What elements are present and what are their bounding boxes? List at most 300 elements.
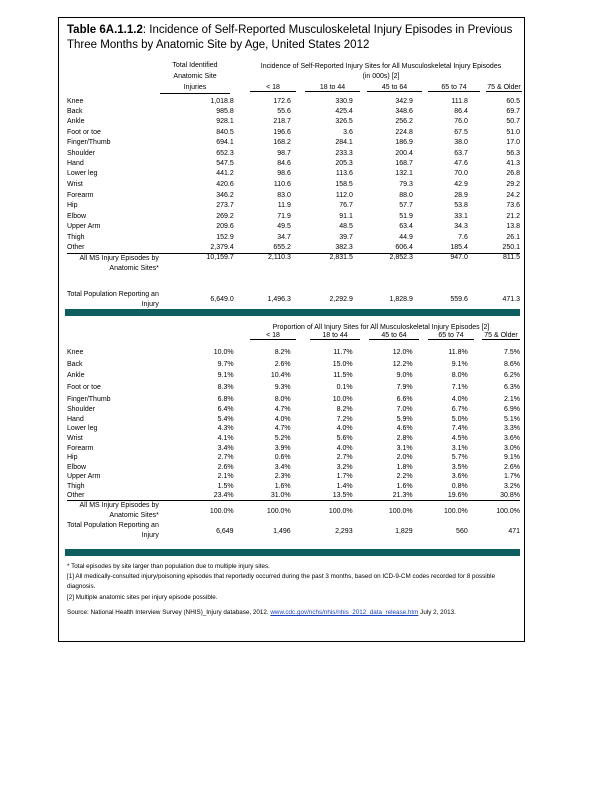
table-cell: 30.8%	[500, 492, 520, 500]
row-label: Knee	[67, 349, 84, 357]
all-episodes-row	[67, 253, 520, 274]
table-row	[67, 434, 520, 444]
group-header-1: Incidence of Self-Reported Injury Sites for All Musculoskeletal Injury Episodes	[260, 63, 502, 70]
table-cell: 7.1%	[451, 384, 468, 392]
row-label: Shoulder	[67, 406, 96, 414]
table-cell: 12.0%	[392, 349, 413, 357]
row-label: Shoulder	[67, 149, 96, 157]
table-cell: 2.7%	[217, 454, 234, 462]
table-cell: 2.1%	[504, 395, 520, 403]
table-cell: 559.6	[450, 296, 468, 304]
table-cell: 652.3	[216, 149, 234, 157]
table-cell: 250.1	[502, 244, 520, 252]
table-cell: 7.9%	[396, 384, 413, 392]
table-cell: 38.0	[454, 139, 468, 147]
row-label: Foot or toe	[67, 128, 101, 136]
table-cell: 6.3%	[504, 384, 520, 392]
table-cell: 69.7	[506, 108, 520, 116]
table-cell: 10,159.7	[165, 253, 234, 274]
table-cell: 1.4%	[336, 483, 353, 491]
table-cell: 100.0%	[291, 501, 353, 522]
row-label: Hip	[67, 454, 78, 462]
table-cell: 342.9	[395, 97, 413, 105]
row-label: Hand	[67, 160, 84, 168]
table-row	[67, 443, 520, 453]
table-row	[67, 491, 520, 501]
table-cell: 218.7	[273, 118, 291, 126]
group-header-2: (in 000s) [2]	[362, 73, 400, 80]
row-label: Other	[67, 244, 85, 252]
row-label: Lower leg	[67, 425, 98, 433]
table-cell: 11.7%	[333, 349, 353, 357]
table-row	[67, 211, 520, 221]
row-label: Finger/Thumb	[67, 139, 111, 147]
row-label: Back	[67, 360, 83, 368]
table-cell: 420.6	[216, 180, 234, 188]
title-text: : Incidence of Self-Reported Musculoskeletal Injury Episodes in Previous Three Months by Anatomic Site by Age, United States 2012	[67, 24, 513, 51]
table-cell: 132.1	[395, 170, 413, 178]
table-cell: 111.8	[451, 97, 468, 105]
table-cell: 152.9	[216, 233, 234, 241]
table-cell: 100.0%	[413, 501, 468, 522]
table-cell: 441.2	[216, 170, 234, 178]
table-cell: 0.1%	[336, 384, 353, 392]
row-label: Total Population Reporting an Injury	[67, 522, 159, 540]
table-cell: 112.0	[335, 191, 353, 199]
total-header-1: Total Identified	[172, 62, 218, 69]
row-label: Ankle	[67, 118, 85, 126]
table-cell: 1,496	[273, 527, 291, 535]
table-cell: 655.2	[273, 244, 291, 252]
table-cell: 9.0%	[396, 372, 413, 380]
table-cell: 928.1	[216, 118, 234, 126]
table-cell: 100.0%	[165, 501, 234, 522]
table-cell: 6.4%	[217, 406, 234, 414]
table-cell: 2.1%	[217, 473, 234, 481]
table-row	[67, 117, 520, 127]
table1-header	[160, 60, 520, 96]
table-cell: 2.7%	[336, 454, 353, 462]
table-cell: 49.5	[277, 223, 291, 231]
table-row	[67, 415, 520, 425]
row-label: Forearm	[67, 191, 94, 199]
table-cell: 13.8	[506, 223, 520, 231]
row-label: Lower leg	[67, 170, 98, 178]
table-cell: 2.3%	[274, 473, 291, 481]
table-cell: 547.5	[216, 160, 234, 168]
table-cell: 28.9	[454, 191, 468, 199]
table-cell: 3.6%	[504, 435, 520, 443]
table-cell: 4.7%	[274, 425, 291, 433]
table-cell: 840.5	[216, 128, 234, 136]
table-cell: 5.1%	[504, 415, 520, 423]
table-cell: 196.6	[273, 128, 291, 136]
table-cell: 4.5%	[451, 435, 468, 443]
table-cell: 0.8%	[451, 483, 468, 491]
table-cell: 83.0	[277, 191, 291, 199]
table-row	[67, 127, 520, 137]
table-cell: 2.6%	[274, 360, 291, 368]
table-cell: 348.6	[395, 108, 413, 116]
table-cell: 3.4%	[217, 444, 234, 452]
table-cell: 9.1%	[504, 454, 520, 462]
table-cell: 55.6	[277, 108, 291, 116]
table-cell: 3.0%	[504, 444, 520, 452]
table-cell: 19.6%	[447, 492, 468, 500]
table-cell: 9.3%	[274, 384, 291, 392]
table-cell: 11.8%	[448, 349, 468, 357]
table-cell: 1.5%	[217, 483, 234, 491]
table-cell: 2,292.9	[329, 296, 353, 304]
age-header: 75 & Older	[482, 332, 520, 340]
section-divider	[65, 549, 520, 556]
table-row	[67, 190, 520, 201]
table-cell: 2,293	[335, 527, 353, 535]
table-cell: 158.5	[335, 180, 353, 188]
table-cell: 7.5%	[504, 349, 520, 357]
table-cell: 1.7%	[504, 473, 520, 481]
table-cell: 4.0%	[274, 415, 291, 423]
table-cell: 4.0%	[336, 425, 353, 433]
table-cell: 560	[456, 527, 468, 535]
row-label: Total Population Reporting an Injury	[67, 290, 159, 308]
page-title	[67, 23, 519, 53]
table-cell: 70.0	[454, 170, 468, 178]
table-cell: 6.7%	[451, 406, 468, 414]
table-cell: 73.6	[506, 202, 520, 210]
table2-group-header: Proportion of All Injury Sites for All Musculoskeletal Injury Episodes [2]	[272, 324, 490, 331]
table-cell: 694.1	[216, 139, 234, 147]
table-cell: 6.6%	[396, 395, 413, 403]
age-header: 65 to 74	[428, 84, 480, 92]
table-cell: 100.0%	[468, 501, 520, 522]
table-cell: 273.7	[216, 202, 234, 210]
table-cell: 9.1%	[451, 360, 468, 368]
row-label: Elbow	[67, 463, 87, 471]
row-label: Hand	[67, 415, 84, 423]
table-cell: 209.6	[216, 223, 234, 231]
table-cell: 86.4	[454, 108, 468, 116]
source-suffix: July 2, 2013.	[418, 608, 456, 616]
table-row	[67, 370, 520, 382]
table-row	[67, 424, 520, 434]
table-cell: 13.5%	[332, 492, 353, 500]
source-note	[67, 608, 519, 618]
table-cell: 29.2	[506, 180, 520, 188]
table-cell: 471.3	[502, 296, 520, 304]
table-cell: 5.6%	[336, 435, 353, 443]
age-header: 75 & Older	[487, 84, 521, 91]
table-cell: 186.9	[395, 139, 413, 147]
row-label: All MS Injury Episodes by Anatomic Sites*	[67, 501, 165, 522]
table-cell: 63.7	[454, 149, 468, 157]
table-cell: 24.2	[506, 191, 520, 199]
row-label: Upper Arm	[67, 223, 101, 231]
table-cell: 200.4	[395, 149, 413, 157]
table-cell: 15.0%	[332, 360, 353, 368]
age-header: 45 to 64	[369, 332, 419, 340]
table-cell: 3.1%	[396, 444, 413, 452]
table-cell: 50.7	[506, 118, 520, 126]
table-row	[67, 158, 520, 168]
table-row	[67, 138, 520, 148]
table-row	[67, 482, 520, 492]
row-label: Elbow	[67, 212, 87, 220]
table-row	[67, 148, 520, 158]
table-cell: 6,649.0	[210, 296, 234, 304]
table-cell: 2,831.5	[291, 253, 353, 274]
table-cell: 4.0%	[336, 444, 353, 452]
table-cell: 10.0%	[213, 349, 234, 357]
table-cell: 4.3%	[217, 425, 234, 433]
table-cell: 10.0%	[332, 395, 353, 403]
table-cell: 168.2	[273, 139, 291, 147]
table-cell: 3.9%	[274, 444, 291, 452]
table-cell: 39.7	[339, 233, 353, 241]
table-cell: 5.9%	[396, 415, 413, 423]
table-cell: 2.2%	[396, 473, 413, 481]
footnote: [1] All medically-consulted injury/poisoning episodes that reportedly occurred during the past 3 months, based on ICD-9-CM codes recorded for 8 possible diagnosis.	[67, 573, 496, 591]
table2-body	[67, 347, 520, 541]
table-cell: 7.4%	[451, 425, 468, 433]
table-cell: 1.6%	[396, 483, 413, 491]
row-label: Wrist	[67, 435, 83, 443]
table-cell: 205.3	[335, 160, 353, 168]
table-cell: 8.2%	[274, 349, 291, 357]
table-cell: 26.1	[506, 233, 520, 241]
table-cell: 326.5	[335, 118, 353, 126]
table-cell: 382.3	[335, 244, 353, 252]
table-cell: 3.1%	[451, 444, 468, 452]
table-cell: 1.7%	[336, 473, 353, 481]
table-cell: 2.8%	[396, 435, 413, 443]
table-cell: 67.5	[454, 128, 468, 136]
table-cell: 5.7%	[451, 454, 468, 462]
table-cell: 269.2	[216, 212, 234, 220]
table-cell: 6.8%	[217, 395, 234, 403]
table-row	[67, 232, 520, 242]
age-header: < 18	[250, 332, 296, 340]
table-cell: 2,110.3	[234, 253, 291, 274]
table-cell: 2.6%	[217, 463, 234, 471]
table-cell: 2,379.4	[210, 244, 234, 252]
table-row	[67, 453, 520, 463]
table-cell: 3.2%	[504, 483, 520, 491]
age-header: 18 to 44	[310, 332, 360, 340]
table-cell: 1.6%	[274, 483, 291, 491]
table1-grid	[67, 96, 520, 310]
table-cell: 0.6%	[274, 454, 291, 462]
table-row	[67, 347, 520, 359]
total-population-row	[67, 521, 520, 541]
table-cell: 425.4	[335, 108, 353, 116]
row-label: Forearm	[67, 444, 94, 452]
table-cell: 3.6%	[451, 473, 468, 481]
row-label: Thigh	[67, 233, 85, 241]
table-cell: 330.9	[335, 97, 353, 105]
table-cell: 7.2%	[336, 415, 353, 423]
table-cell: 34.3	[454, 223, 468, 231]
row-label: Upper Arm	[67, 473, 101, 481]
table-row	[67, 96, 520, 106]
table-cell: 168.7	[395, 160, 413, 168]
table2-grid	[67, 347, 520, 541]
table-cell: 947.0	[413, 253, 468, 274]
table-cell: 5.4%	[217, 415, 234, 423]
table-cell: 1.8%	[396, 463, 413, 471]
table-row	[67, 179, 520, 189]
age-header: 45 to 64	[367, 84, 422, 92]
table-cell: 9.7%	[217, 360, 234, 368]
table-cell: 51.9	[399, 212, 413, 220]
table-cell: 47.6	[454, 160, 468, 168]
table-cell: 21.3%	[392, 492, 413, 500]
table-cell: 8.0%	[274, 395, 291, 403]
table-cell: 34.7	[277, 233, 291, 241]
table-cell: 8.0%	[451, 372, 468, 380]
footnote: [2] Multiple anatomic sites per injury episode possible.	[67, 593, 218, 601]
table-row	[67, 359, 520, 371]
table1-body	[67, 96, 520, 310]
table-cell: 8.2%	[336, 406, 353, 414]
table-number: Table 6A.1.1.2	[67, 24, 143, 36]
table-cell: 1,018.8	[210, 97, 234, 105]
age-header: < 18	[250, 84, 296, 92]
table-cell: 84.6	[277, 160, 291, 168]
table-cell: 6.2%	[504, 372, 520, 380]
table-cell: 63.4	[399, 223, 413, 231]
table-row	[67, 242, 520, 253]
table-cell: 33.1	[454, 212, 468, 220]
table-row	[67, 382, 520, 394]
all-episodes-row	[67, 501, 520, 522]
total-header-2: Anatomic Site	[173, 73, 217, 80]
table-cell: 811.5	[468, 253, 520, 274]
table-cell: 284.1	[335, 139, 353, 147]
age-header: 65 to 74	[428, 332, 474, 340]
table-cell: 12.2%	[392, 360, 413, 368]
row-label: Knee	[67, 97, 84, 105]
table-cell: 1,496.3	[267, 296, 291, 304]
table-cell: 21.2	[506, 212, 520, 220]
row-label: Other	[67, 492, 85, 500]
table-cell: 41.3	[506, 160, 520, 168]
section-divider	[65, 309, 520, 316]
total-header-3: Injuries	[160, 82, 230, 94]
table-cell: 5.0%	[451, 415, 468, 423]
total-population-row	[67, 290, 520, 310]
table-cell: 985.8	[216, 108, 234, 116]
table-cell: 3.2%	[336, 463, 353, 471]
table-cell: 224.8	[395, 128, 413, 136]
table-row	[67, 393, 520, 405]
source-prefix: Source: National Health Interview Survey (NHIS)_Injury database, 2012.	[67, 608, 271, 616]
table-cell: 51.0	[506, 128, 520, 136]
table-cell: 100.0%	[353, 501, 413, 522]
table-cell: 471	[508, 527, 520, 535]
table-cell: 79.3	[399, 180, 413, 188]
table-cell: 4.0%	[451, 395, 468, 403]
row-label: Ankle	[67, 372, 85, 380]
table-cell: 31.0%	[270, 492, 291, 500]
table-row	[67, 106, 520, 116]
table-cell: 3.4%	[274, 463, 291, 471]
table-cell: 6,649	[216, 527, 234, 535]
table-cell: 2.6%	[504, 463, 520, 471]
table-cell: 4.1%	[217, 435, 234, 443]
table-cell: 172.6	[273, 97, 291, 105]
footnotes	[67, 562, 519, 618]
table-cell: 100.0%	[234, 501, 291, 522]
table-cell: 1,829	[395, 527, 413, 535]
table-cell: 3.3%	[504, 425, 520, 433]
table-cell: 2,852.3	[353, 253, 413, 274]
table-cell: 88.0	[399, 191, 413, 199]
table-cell: 5.2%	[274, 435, 291, 443]
table-cell: 3.6	[343, 128, 353, 136]
table-cell: 4.7%	[274, 406, 291, 414]
table-cell: 8.3%	[217, 384, 234, 392]
table-cell: 7.0%	[396, 406, 413, 414]
table-row	[67, 463, 520, 473]
table-cell: 23.4%	[213, 492, 234, 500]
table-cell: 57.7	[399, 202, 413, 210]
age-header: 18 to 44	[305, 84, 360, 92]
table-row	[67, 221, 520, 231]
table-cell: 11.5%	[333, 372, 353, 380]
table-cell: 71.9	[277, 212, 291, 220]
table-row	[67, 201, 520, 211]
table-cell: 11.9	[277, 202, 291, 210]
table-row	[67, 405, 520, 415]
table-cell: 7.6	[458, 233, 468, 241]
table-cell: 606.4	[395, 244, 413, 252]
table-cell: 56.3	[506, 149, 520, 157]
table-cell: 4.6%	[396, 425, 413, 433]
footnote: * Total episodes by site larger than population due to multiple injury sites.	[67, 563, 270, 570]
source-link[interactable]: www.cdc.gov/nchs/nhis/nhis_2012_data_release.htm	[270, 608, 419, 616]
table-cell: 8.6%	[504, 360, 520, 368]
table-cell: 10.4%	[270, 372, 291, 380]
table-cell: 3.5%	[451, 463, 468, 471]
table-cell: 53.8	[454, 202, 468, 210]
row-label: Foot or toe	[67, 384, 101, 392]
table-cell: 76.7	[339, 202, 353, 210]
table-cell: 9.1%	[217, 372, 234, 380]
table-row	[67, 472, 520, 482]
table-cell: 98.7	[277, 149, 291, 157]
table-cell: 17.0	[506, 139, 520, 147]
table-cell: 2.0%	[396, 454, 413, 462]
table2-header	[242, 324, 520, 342]
table-cell: 185.4	[450, 244, 468, 252]
table-cell: 256.2	[395, 118, 413, 126]
table-cell: 44.9	[399, 233, 413, 241]
row-label: Back	[67, 108, 83, 116]
row-label: All MS Injury Episodes by Anatomic Sites*	[67, 253, 165, 274]
row-label: Wrist	[67, 180, 83, 188]
table-cell: 233.3	[335, 149, 353, 157]
table-cell: 1,828.9	[389, 296, 413, 304]
table-cell: 48.5	[339, 223, 353, 231]
row-label: Thigh	[67, 483, 85, 491]
row-label: Finger/Thumb	[67, 395, 111, 403]
table-cell: 98.6	[277, 170, 291, 178]
table-cell: 6.9%	[504, 406, 520, 414]
table-cell: 76.0	[454, 118, 468, 126]
table-row	[67, 169, 520, 179]
table-cell: 26.8	[506, 170, 520, 178]
